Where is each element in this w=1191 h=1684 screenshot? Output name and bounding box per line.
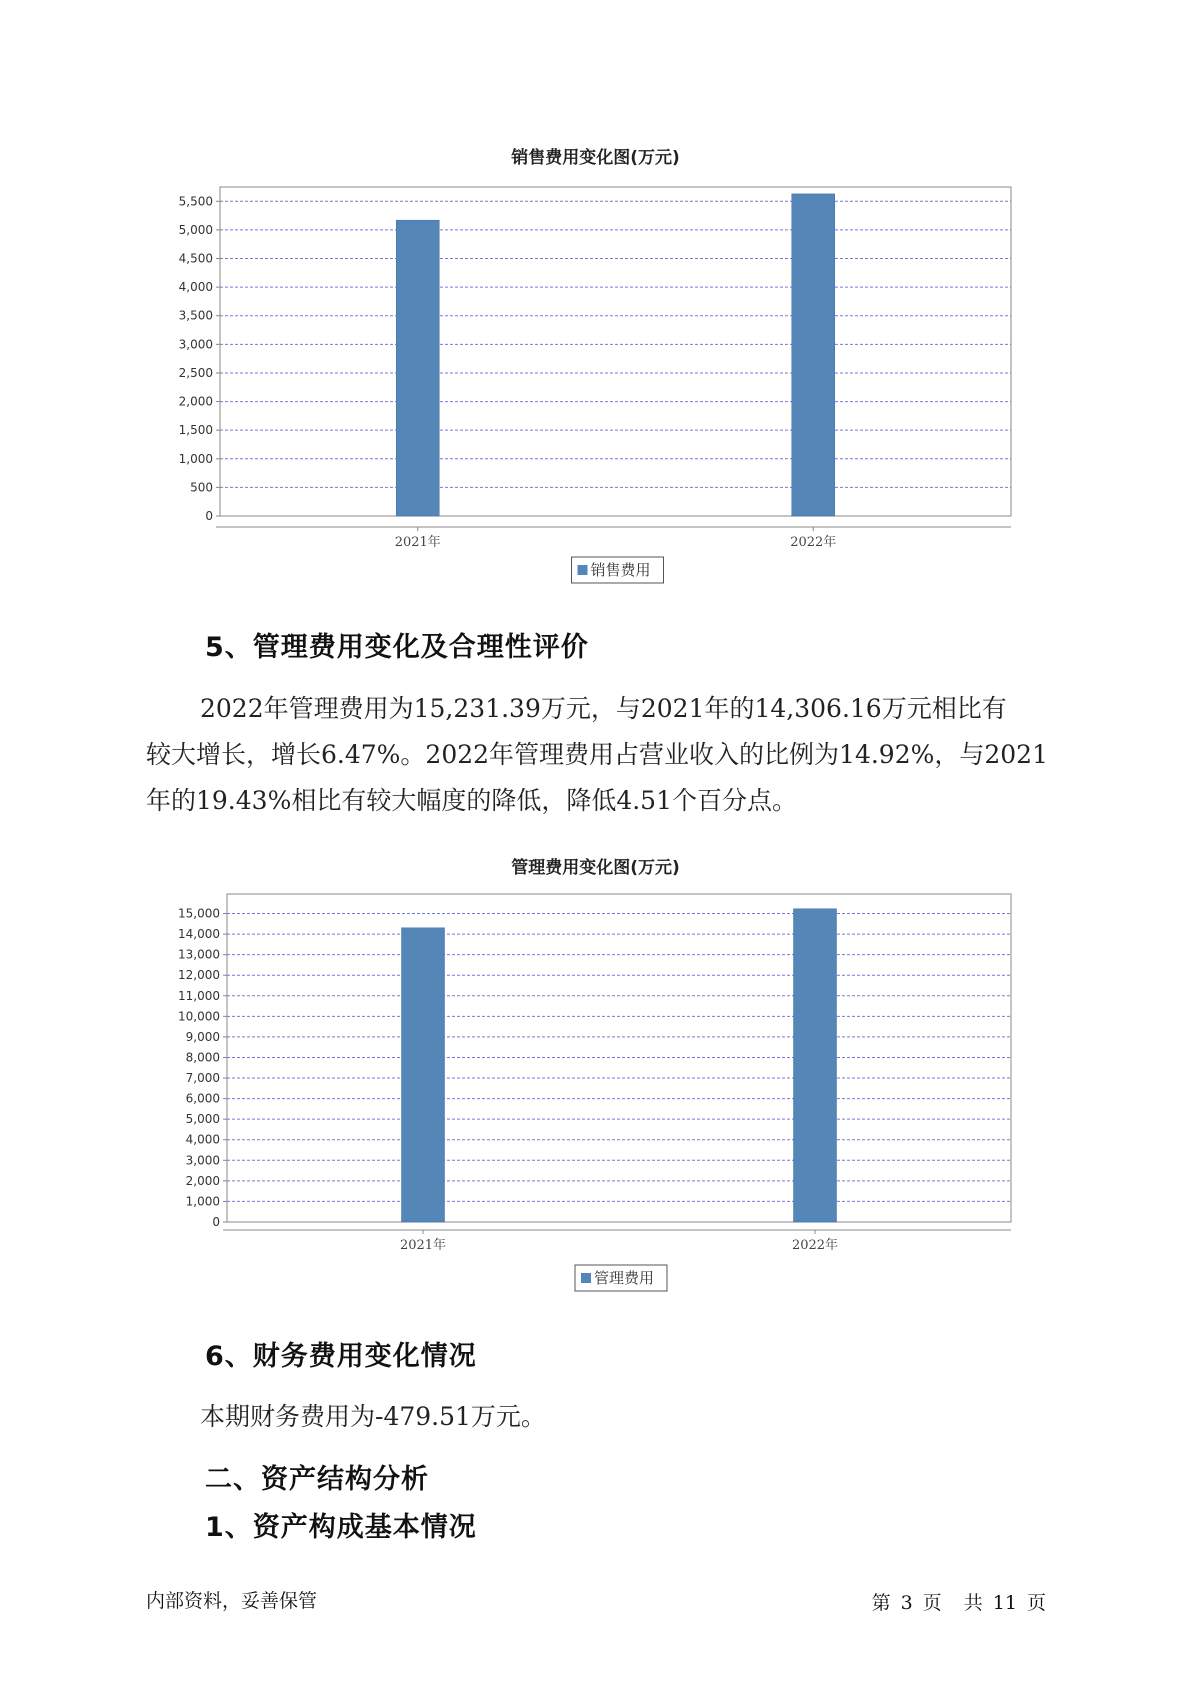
y-tick-label: 12,000 [178, 968, 220, 983]
total-suffix: 页 [1026, 1592, 1046, 1614]
total-prefix: 共 [963, 1592, 983, 1614]
y-tick-label: 8,000 [185, 1050, 220, 1065]
y-tick-label: 1,000 [185, 1194, 220, 1209]
y-tick-label: 1,000 [178, 451, 213, 466]
y-tick-label: 2,500 [178, 365, 213, 380]
paragraph-line: 本期财务费用为-479.51万元。 [200, 1402, 546, 1431]
total-pages: 11 [992, 1592, 1017, 1614]
y-tick-label: 3,000 [185, 1153, 220, 1168]
bar [794, 909, 837, 1222]
y-tick-label: 9,000 [185, 1029, 220, 1044]
section-6-paragraph [146, 1394, 1051, 1440]
y-tick-label: 4,500 [178, 251, 213, 266]
y-tick-label: 5,000 [178, 222, 213, 237]
y-tick-label: 15,000 [178, 906, 220, 921]
paragraph-line: 较大增长，增长6.47%。2022年管理费用占营业收入的比例为14.92%，与2021 [146, 740, 1048, 769]
y-tick-label: 4,000 [185, 1132, 220, 1147]
legend-label: 管理费用 [594, 1269, 655, 1287]
y-tick-label: 6,000 [185, 1091, 220, 1106]
bar [402, 928, 445, 1222]
y-tick-label: 2,000 [185, 1173, 220, 1188]
current-page: 3 [900, 1592, 913, 1614]
y-tick-label: 14,000 [178, 927, 220, 942]
chart-1-title: 销售费用变化图(万元) [511, 148, 680, 168]
y-tick-label: 7,000 [185, 1071, 220, 1086]
y-tick-label: 3,000 [178, 337, 213, 352]
y-tick-label: 5,000 [185, 1112, 220, 1127]
chart-2-title: 管理费用变化图(万元) [511, 858, 680, 878]
x-tick-label: 2021年 [394, 535, 441, 550]
section-5-heading: 5、管理费用变化及合理性评价 [205, 632, 589, 663]
y-tick-label: 5,500 [178, 194, 213, 209]
footer-confidential-note: 内部资料，妥善保管 [146, 1590, 318, 1612]
footer-page-number [867, 1588, 1051, 1615]
page-prefix: 第 [871, 1592, 891, 1614]
y-tick-label: 0 [205, 509, 213, 523]
section-two-subheading: 1、资产构成基本情况 [205, 1512, 477, 1543]
x-tick-label: 2021年 [399, 1238, 447, 1253]
paragraph-line: 2022年管理费用为15,231.39万元，与2021年的14,306.16万元相比有 [200, 694, 1007, 723]
page-suffix: 页 [922, 1592, 942, 1614]
y-tick-label: 0 [212, 1215, 220, 1229]
legend-swatch [581, 1273, 591, 1283]
x-tick-label: 2022年 [790, 535, 837, 550]
y-tick-label: 1,500 [178, 423, 213, 438]
y-tick-label: 10,000 [178, 1009, 220, 1024]
x-tick-label: 2022年 [791, 1238, 839, 1253]
y-tick-label: 13,000 [178, 947, 220, 962]
plot-area [227, 894, 1011, 1222]
section-6-heading: 6、财务费用变化情况 [205, 1341, 477, 1372]
y-tick-label: 4,000 [178, 280, 213, 295]
y-tick-label: 11,000 [178, 988, 220, 1003]
y-tick-label: 2,000 [178, 394, 213, 409]
y-tick-label: 500 [190, 480, 213, 495]
paragraph-line: 年的19.43%相比有较大幅度的降低，降低4.51个百分点。 [146, 786, 797, 815]
y-tick-label: 3,500 [178, 308, 213, 323]
section-two-heading: 二、资产结构分析 [205, 1464, 429, 1495]
legend-label: 销售费用 [590, 561, 651, 579]
